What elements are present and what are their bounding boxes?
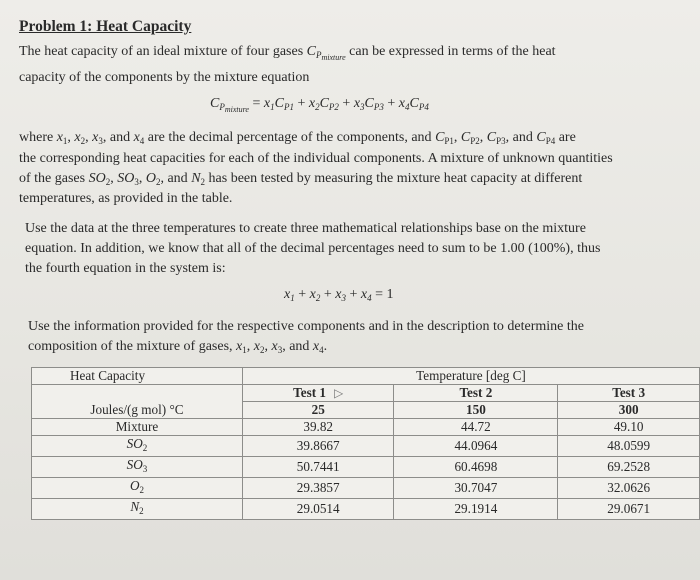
table-row-so3: [32, 457, 700, 478]
composition-line-2: composition of the mixture of gases, $x_1$, $x_2$, $x_3$, and $x_4$.: [28, 339, 328, 355]
problem-title: Problem 1: Heat Capacity: [19, 18, 192, 35]
table-row-so2: [32, 436, 700, 457]
table-cell: 69.2528: [558, 457, 700, 478]
table-cell: 50.7441: [242, 457, 394, 478]
composition-line-1: Use the information provided for the respective components and in the description to determine the: [28, 319, 584, 334]
row-label-n2: $N_2$: [32, 499, 243, 520]
table-cell: 39.8667: [242, 436, 394, 457]
where-line-1: where $x_1$, $x_2$, $x_3$, and $x_4$ are the decimal percentage of the components, and $C_{P1}$, $C_{P2}$, $C_{P3}$, and $C_{P4}$ are: [19, 130, 576, 146]
table-cell: 29.0671: [558, 499, 700, 520]
mixture-equation: $C_{Pmixture} = x_1C_{P1} + x_2C_{P2} + x_3C_{P3} + x_4C_{P4}$: [210, 96, 429, 114]
intro-line-1: The heat capacity of an ideal mixture of four gases $C_{Pmixture}$ can be expressed in terms of the heat: [19, 44, 556, 62]
row-label-so2: $SO_2$: [32, 436, 243, 457]
use-data-line-2: equation. In addition, we know that all of the decimal percentages need to sum to be 1.00 (100%), thus: [25, 241, 601, 256]
table-cell: 44.0964: [394, 436, 558, 457]
table-header-row: [32, 368, 700, 385]
table-cell: 29.3857: [242, 478, 394, 499]
intro-line-2: capacity of the components by the mixture equation: [19, 70, 310, 85]
row-label-o2: $O_2$: [32, 478, 243, 499]
table-cell: 49.10: [558, 419, 700, 436]
temperature-header: Temperature [deg C]: [242, 368, 699, 385]
row-label-mixture: Mixture: [32, 419, 243, 436]
where-line-4: temperatures, as provided in the table.: [19, 191, 233, 206]
table-cell: 60.4698: [394, 457, 558, 478]
heat-capacity-header: Heat Capacity: [32, 368, 243, 385]
table-cell: 39.82: [242, 419, 394, 436]
where-line-3: of the gases $SO_2$, $SO_3$, $O_2$, and $N_2$ has been tested by measuring the mixture heat capacity at different: [19, 171, 583, 187]
test-1-header: Test 1 ▷: [242, 385, 394, 402]
table-cell: 30.7047: [394, 478, 558, 499]
test-row: [32, 385, 700, 402]
test-3-header: Test 3: [558, 385, 700, 402]
table-cell: 29.1914: [394, 499, 558, 520]
table-row-n2: [32, 499, 700, 520]
temp-150: 150: [394, 402, 558, 419]
heat-capacity-table: [31, 367, 700, 520]
temp-25: 25: [242, 402, 394, 419]
mouse-cursor-icon: ▷: [334, 386, 344, 400]
use-data-line-3: the fourth equation in the system is:: [25, 261, 226, 276]
sum-equation: $x_1 + x_2 + x_3 + x_4 = 1$: [284, 287, 394, 303]
use-data-line-1: Use the data at the three temperatures to create three mathematical relationships base on the mixture: [25, 221, 586, 236]
table-row-mixture: [32, 419, 700, 436]
units-cell: Joules/(g mol) °C: [32, 385, 243, 419]
row-label-so3: $SO_3$: [32, 457, 243, 478]
table-cell: 48.0599: [558, 436, 700, 457]
table-cell: 32.0626: [558, 478, 700, 499]
where-line-2: the corresponding heat capacities for each of the individual components. A mixture of unknown quantities: [19, 151, 613, 166]
temp-300: 300: [558, 402, 700, 419]
test-2-header: Test 2: [394, 385, 558, 402]
table-cell: 44.72: [394, 419, 558, 436]
table-cell: 29.0514: [242, 499, 394, 520]
table-row-o2: [32, 478, 700, 499]
